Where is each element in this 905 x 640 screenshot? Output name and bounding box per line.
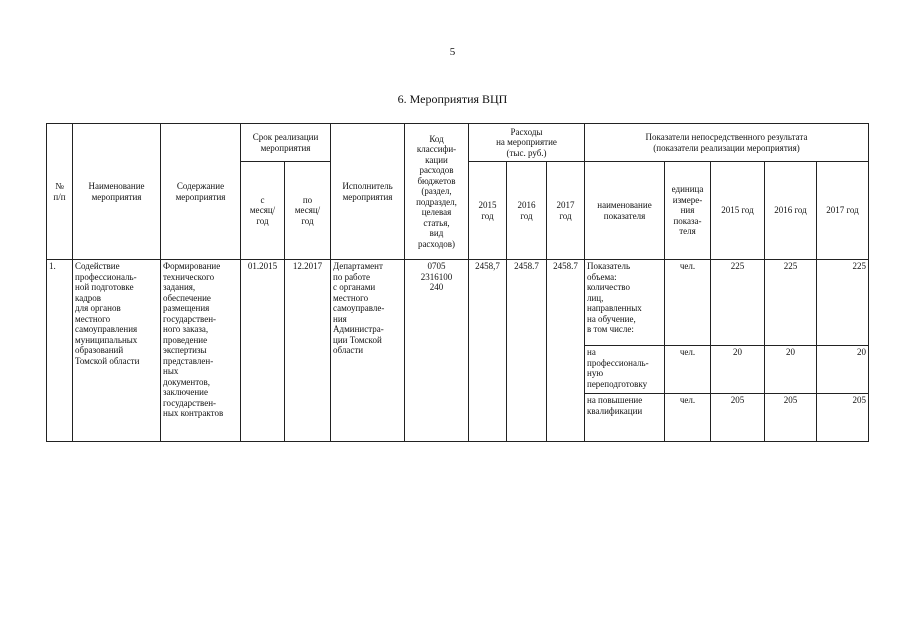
row-exp-2017: 2458.7 bbox=[547, 260, 585, 442]
row-period-from: 01.2015 bbox=[241, 260, 285, 442]
indicator-2015: 225 bbox=[711, 260, 765, 346]
indicator-2015: 20 bbox=[711, 346, 765, 394]
header-ind-2015: 2015 год bbox=[711, 162, 765, 260]
header-period-to: по месяц/ год bbox=[285, 162, 331, 260]
indicator-unit: чел. bbox=[665, 260, 711, 346]
header-content: Содержание мероприятия bbox=[161, 124, 241, 260]
indicator-unit: чел. bbox=[665, 394, 711, 442]
header-indicators: Показатели непосредственного результата (показатели реализации мероприятия) bbox=[585, 124, 869, 162]
indicator-2017: 225 bbox=[817, 260, 869, 346]
indicator-unit: чел. bbox=[665, 346, 711, 394]
row-content: Формирование технического задания, обеспечение размещения государствен- ного заказа, проведение экспертизы представлен- ных документов, заключение государствен- ных контрактов bbox=[161, 260, 241, 442]
row-code: 0705 2316100 240 bbox=[405, 260, 469, 442]
indicator-2015: 205 bbox=[711, 394, 765, 442]
header-period: Срок реализации мероприятия bbox=[241, 124, 331, 162]
header-ind-2016: 2016 год bbox=[765, 162, 817, 260]
header-period-from: с месяц/ год bbox=[241, 162, 285, 260]
header-executor: Исполнитель мероприятия bbox=[331, 124, 405, 260]
row-executor: Департамент по работе с органами местного самоуправле- ния Администра- ции Томской области bbox=[331, 260, 405, 442]
row-name: Содействие профессиональ- ной подготовке кадров для органов местного самоуправления муниципальных образований Томской области bbox=[73, 260, 161, 442]
header-exp-2017: 2017 год bbox=[547, 162, 585, 260]
indicator-2017: 205 bbox=[817, 394, 869, 442]
header-exp-2015: 2015 год bbox=[469, 162, 507, 260]
header-ind-name: наименование показателя bbox=[585, 162, 665, 260]
indicator-2016: 205 bbox=[765, 394, 817, 442]
header-code: Код классифи- кации расходов бюджетов (раздел, подраздел, целевая статья, вид расходов) bbox=[405, 124, 469, 260]
indicator-2016: 20 bbox=[765, 346, 817, 394]
header-num: № п/п bbox=[47, 124, 73, 260]
row-num: 1. bbox=[47, 260, 73, 442]
activities-table bbox=[46, 123, 869, 442]
row-exp-2016: 2458.7 bbox=[507, 260, 547, 442]
indicator-2017: 20 bbox=[817, 346, 869, 394]
header-expenses: Расходы на мероприятие (тыс. руб.) bbox=[469, 124, 585, 162]
indicator-name: на повышение квалификации bbox=[585, 394, 665, 442]
section-title: 6. Мероприятия ВЦП bbox=[397, 92, 508, 106]
page-number: 5 bbox=[449, 46, 456, 58]
indicator-name: на профессиональ- ную переподготовку bbox=[585, 346, 665, 394]
indicator-2016: 225 bbox=[765, 260, 817, 346]
header-ind-unit: единица измере- ния показа- теля bbox=[665, 162, 711, 260]
header-exp-2016: 2016 год bbox=[507, 162, 547, 260]
indicator-name: Показатель объема: количество лиц, направленных на обучение, в том числе: bbox=[585, 260, 665, 346]
row-exp-2015: 2458,7 bbox=[469, 260, 507, 442]
table-row bbox=[47, 260, 869, 346]
row-period-to: 12.2017 bbox=[285, 260, 331, 442]
header-ind-2017: 2017 год bbox=[817, 162, 869, 260]
header-name: Наименование мероприятия bbox=[73, 124, 161, 260]
